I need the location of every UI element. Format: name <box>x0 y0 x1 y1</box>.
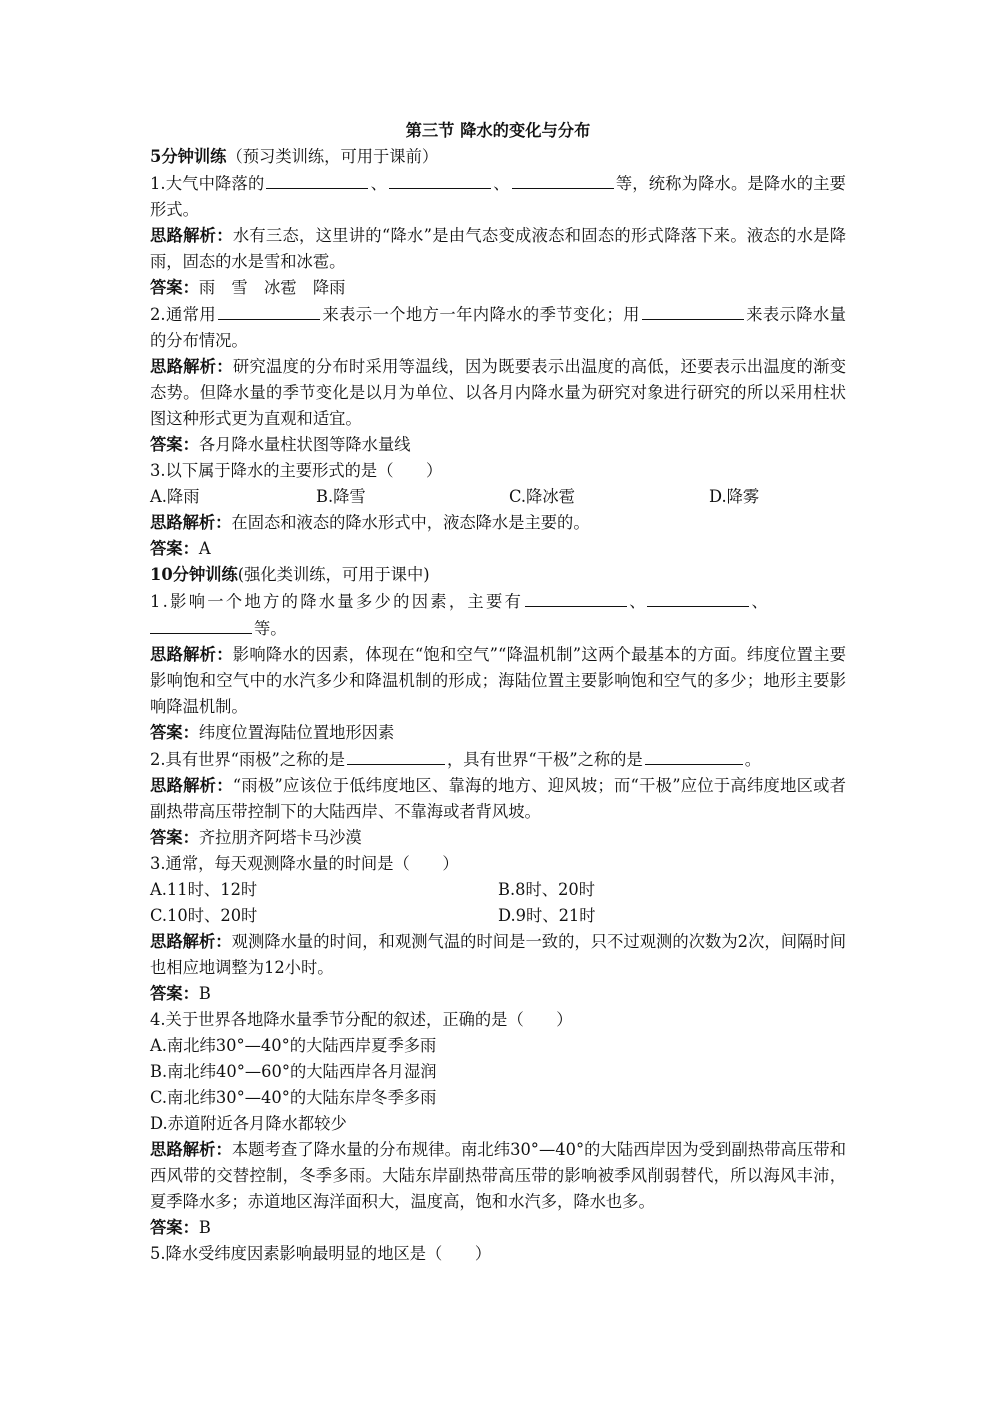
option-b[interactable]: B.南北纬40°—60°的大陆西岸各月湿润 <box>150 1062 437 1081</box>
analysis-label: 思路解析： <box>150 1140 232 1159</box>
fill-blank[interactable] <box>512 170 614 189</box>
option-c[interactable]: C.降冰雹 <box>509 487 575 506</box>
analysis <box>150 1137 846 1215</box>
answer-text: 齐拉朋齐阿塔卡马沙漠 <box>198 828 362 847</box>
question-text <box>150 746 846 773</box>
analysis <box>150 773 846 825</box>
fill-blank[interactable] <box>218 301 320 320</box>
answer-text: 雨 雪 冰雹 降雨 <box>198 278 346 297</box>
analysis-text: 在固态和液态的降水形式中，液态降水是主要的。 <box>231 513 590 532</box>
section-heading-note: （预习类训练，可用于课前） <box>226 147 439 166</box>
answer-text: A <box>198 539 211 558</box>
answer-label: 答案： <box>150 984 199 1003</box>
section-heading <box>150 562 846 588</box>
question-segment: 2.通常用 <box>150 305 217 324</box>
question-text <box>150 588 846 642</box>
document-page <box>150 118 846 1267</box>
answer-text: 各月降水量柱状图等降水量线 <box>198 435 411 454</box>
analysis-text: 观测降水量的时间，和观测气温的时间是一致的，只不过观测的次数为2次，间隔时间也相应地调整为12小时。 <box>150 932 846 977</box>
question-segment: 、 <box>493 174 510 193</box>
section-heading-note: (强化类训练，可用于课中) <box>237 565 430 584</box>
fill-blank[interactable] <box>647 588 749 607</box>
analysis-text: 本题考查了降水量的分布规律。南北纬30°—40°的大陆西岸因为受到副热带高压带和西风带的交替控制，冬季多雨。大陆东岸副热带高压带的影响被季风削弱替代，所以海风丰沛，夏季降水多；赤道地区海洋面积大，温度高，饱和水汽多，降水也多。 <box>150 1140 846 1211</box>
answer-text: B <box>198 984 211 1003</box>
options-row <box>150 877 846 903</box>
answer <box>150 825 846 851</box>
question-segment: 。 <box>744 750 762 769</box>
fill-blank[interactable] <box>347 746 445 765</box>
option-b[interactable]: B.降雪 <box>316 487 366 506</box>
answer-label: 答案： <box>150 1218 199 1237</box>
analysis <box>150 223 846 275</box>
answer <box>150 720 846 746</box>
question-segment: 、 <box>370 174 388 193</box>
fill-blank[interactable] <box>266 170 368 189</box>
analysis <box>150 929 846 981</box>
question-text <box>150 301 846 354</box>
analysis <box>150 642 846 720</box>
question-segment: 、 <box>629 592 646 611</box>
answer <box>150 536 846 562</box>
question-text: 5.降水受纬度因素影响最明显的地区是（ ） <box>150 1244 492 1263</box>
question-segment: 等，统称为降水。是降水的主要形式。 <box>150 174 846 219</box>
answer-label: 答案： <box>150 539 199 558</box>
analysis-text: 影响降水的因素，体现在“饱和空气”“降温机制”这两个最基本的方面。纬度位置主要影响饱和空气中的水汽多少和降温机制的形成；海陆位置主要影响饱和空气的多少；地形主要影响降温机制。 <box>150 645 846 716</box>
answer <box>150 981 846 1007</box>
answer <box>150 275 846 301</box>
answer-label: 答案： <box>150 723 199 742</box>
fill-blank[interactable] <box>645 746 743 765</box>
question-segment: 来表示一个地方一年内降水的季节变化；用 <box>322 305 640 324</box>
analysis <box>150 354 846 432</box>
option-d[interactable]: D.降雾 <box>709 487 760 506</box>
option-a[interactable]: A.南北纬30°—40°的大陆西岸夏季多雨 <box>150 1036 437 1055</box>
analysis-label: 思路解析： <box>150 357 233 376</box>
options-row <box>150 484 846 510</box>
answer <box>150 432 846 458</box>
option-a[interactable]: A.11时、12时 <box>150 880 258 899</box>
analysis-text: 研究温度的分布时采用等温线，因为既要表示出温度的高低，还要表示出温度的渐变态势。但降水量的季节变化是以月为单位、以各月内降水量为研究对象进行研究的所以采用柱状图这种形式更为直观和适宜。 <box>150 357 846 428</box>
option-c[interactable]: C.南北纬30°—40°的大陆东岸冬季多雨 <box>150 1088 437 1107</box>
analysis-label: 思路解析： <box>150 776 233 795</box>
answer-label: 答案： <box>150 435 199 454</box>
fill-blank[interactable] <box>389 170 491 189</box>
section-heading-bold: 10分钟训练 <box>150 565 238 584</box>
question-text <box>150 170 846 223</box>
question-segment: 、 <box>751 592 768 611</box>
question-segment: ，具有世界“干极”之称的是 <box>447 750 643 769</box>
question-segment: 来表示降水量的分布情况。 <box>150 305 846 350</box>
option-c[interactable]: C.10时、20时 <box>150 906 258 925</box>
question-text: 3.通常，每天观测降水量的时间是（ ） <box>150 854 459 873</box>
answer-text: B <box>198 1218 211 1237</box>
fill-blank[interactable] <box>525 588 627 607</box>
analysis <box>150 510 846 536</box>
section-heading <box>150 144 846 170</box>
page-title: 第三节 降水的变化与分布 <box>405 121 591 140</box>
option-d[interactable]: D.9时、21时 <box>498 906 596 925</box>
analysis-label: 思路解析： <box>150 226 233 245</box>
question-segment: 2.具有世界“雨极”之称的是 <box>150 750 345 769</box>
answer-text: 纬度位置海陆位置地形因素 <box>198 723 395 742</box>
option-d[interactable]: D.赤道附近各月降水都较少 <box>150 1114 347 1133</box>
analysis-label: 思路解析： <box>150 513 232 532</box>
section-heading-bold: 5分钟训练 <box>150 147 227 166</box>
answer <box>150 1215 846 1241</box>
fill-blank[interactable] <box>150 615 252 634</box>
option-b[interactable]: B.8时、20时 <box>498 880 596 899</box>
question-text: 4.关于世界各地降水量季节分配的叙述，正确的是（ ） <box>150 1010 573 1029</box>
analysis-label: 思路解析： <box>150 932 232 951</box>
analysis-label: 思路解析： <box>150 645 233 664</box>
option-a[interactable]: A.降雨 <box>150 487 200 506</box>
question-segment: 1.影响一个地方的降水量多少的因素，主要有 <box>150 592 524 611</box>
answer-label: 答案： <box>150 278 199 297</box>
question-text: 3.以下属于降水的主要形式的是（ ） <box>150 461 443 480</box>
options-row <box>150 903 846 929</box>
answer-label: 答案： <box>150 828 199 847</box>
analysis-text: “雨极”应该位于低纬度地区、靠海的地方、迎风坡；而“干极”应位于高纬度地区或者副热带高压带控制下的大陆西岸、不靠海或者背风坡。 <box>150 776 846 821</box>
question-segment: 1.大气中降落的 <box>150 174 265 193</box>
analysis-text: 水有三态，这里讲的“降水”是由气态变成液态和固态的形式降落下来。液态的水是降雨，固态的水是雪和冰雹。 <box>150 226 846 271</box>
fill-blank[interactable] <box>642 301 744 320</box>
question-segment: 等。 <box>254 619 287 638</box>
